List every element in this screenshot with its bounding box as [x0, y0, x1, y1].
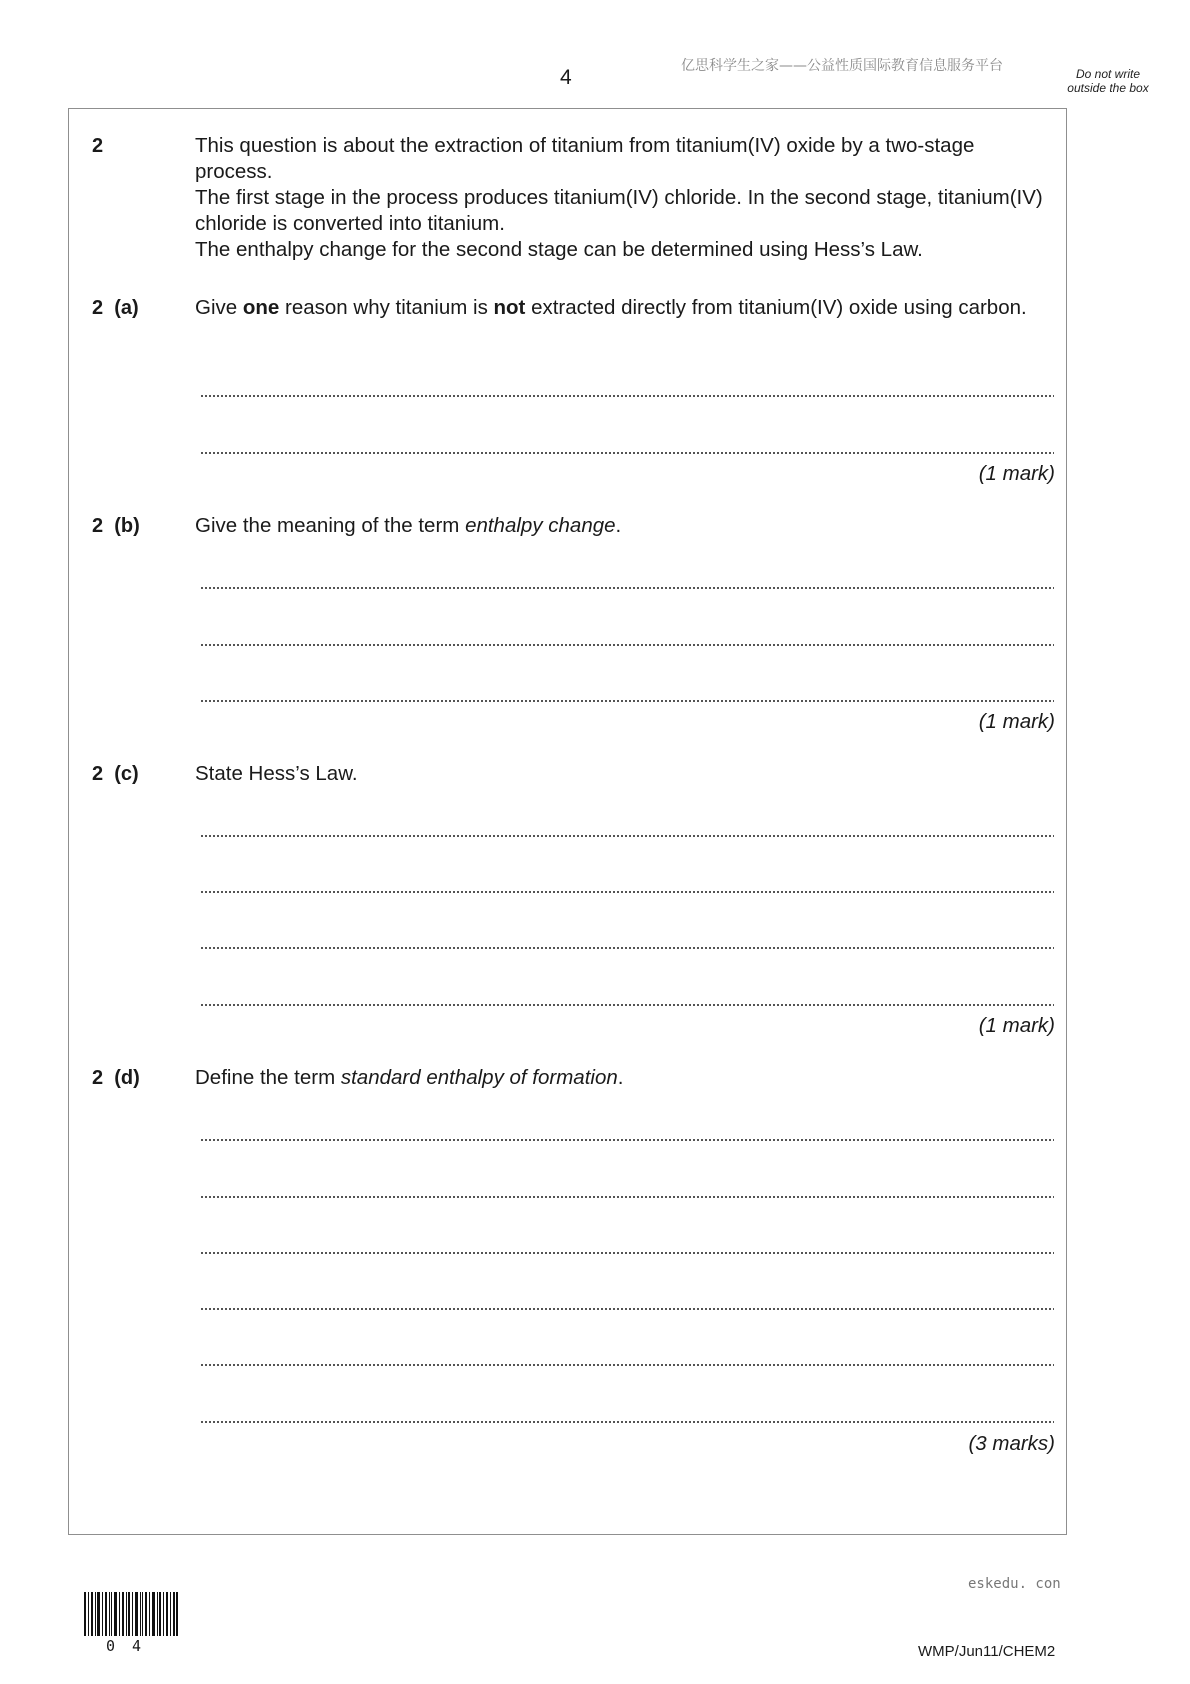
paper-reference: WMP/Jun11/CHEM2 — [918, 1643, 1056, 1660]
part-d-text-segment: . — [617, 1066, 624, 1089]
page-number: 4 — [560, 66, 572, 89]
part-c-text: State Hess’s Law. — [195, 762, 358, 785]
part-d-label: 2 (d) — [92, 1067, 140, 1089]
answer-box-border — [68, 108, 1067, 1535]
intro-paragraph: The first stage in the process produces titanium(IV) chloride. In the second stage, titanium(IV) chloride is converted into titanium. — [195, 186, 1043, 235]
part-d-text — [195, 1065, 1055, 1091]
answer-line[interactable] — [200, 1250, 1054, 1256]
part-d-marks: (3 marks) — [968, 1432, 1055, 1455]
answer-line[interactable] — [200, 889, 1054, 895]
part-b-text-segment: . — [615, 514, 622, 537]
intro-paragraph: The enthalpy change for the second stage can be determined using Hess’s Law. — [195, 238, 923, 261]
part-d-term: standard enthalpy of formation — [340, 1066, 618, 1089]
answer-line[interactable] — [200, 393, 1054, 399]
answer-line[interactable] — [200, 642, 1054, 648]
answer-line[interactable] — [200, 1419, 1054, 1425]
part-a-text-segment: reason why titanium is — [279, 296, 494, 319]
part-a-label: 2 (a) — [92, 297, 139, 319]
intro-paragraph: This question is about the extraction of titanium from titanium(IV) oxide by a two-stage process. — [195, 134, 975, 183]
answer-line[interactable] — [200, 1137, 1054, 1143]
answer-line[interactable] — [200, 585, 1054, 591]
site-watermark: eskedu. con — [968, 1576, 1061, 1592]
part-a-bold-not: not — [493, 296, 526, 319]
margin-note: Do not write outside the box — [1067, 67, 1149, 95]
answer-line[interactable] — [200, 698, 1054, 704]
part-c-label: 2 (c) — [92, 763, 139, 785]
part-a-marks: (1 mark) — [978, 462, 1055, 485]
barcode-number: 0 4 — [106, 1637, 146, 1655]
part-a-text-segment: extracted directly from titanium(IV) oxide using carbon. — [525, 296, 1027, 319]
part-b-text — [195, 513, 1055, 539]
part-b-marks: (1 mark) — [978, 710, 1055, 733]
answer-line[interactable] — [200, 833, 1054, 839]
answer-line[interactable] — [200, 1002, 1054, 1008]
question-number: 2 — [92, 135, 104, 157]
part-a-text — [195, 295, 1055, 321]
part-c-marks: (1 mark) — [978, 1014, 1055, 1037]
answer-line[interactable] — [200, 450, 1054, 456]
part-d-text-segment: Define the term — [195, 1066, 341, 1089]
barcode-icon — [84, 1592, 178, 1636]
answer-line[interactable] — [200, 1194, 1054, 1200]
answer-line[interactable] — [200, 1362, 1054, 1368]
part-a-text-segment: Give — [195, 296, 243, 319]
part-a-bold-one: one — [242, 296, 280, 319]
watermark-header: 亿思科学生之家——公益性质国际教育信息服务平台 — [681, 58, 1003, 74]
part-b-label: 2 (b) — [92, 515, 140, 537]
question-intro — [195, 133, 1055, 263]
part-b-term: enthalpy change — [465, 514, 616, 537]
answer-line[interactable] — [200, 945, 1054, 951]
answer-line[interactable] — [200, 1306, 1054, 1312]
part-b-text-segment: Give the meaning of the term — [195, 514, 466, 537]
